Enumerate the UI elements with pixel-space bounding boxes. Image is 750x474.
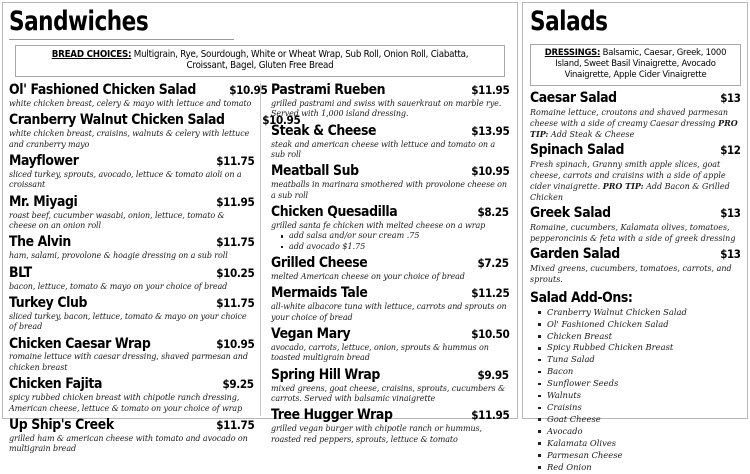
salad-item-head [530, 247, 741, 262]
salad-item-price: $13 [720, 90, 741, 105]
salad-item-price: $13 [720, 246, 741, 261]
salad-protip-text: Add Bacon & Grilled Chicken [530, 181, 730, 202]
salad-item-name: Greek Salad [530, 204, 611, 221]
menu-item-head [271, 83, 509, 98]
salad-addon-item: Avocado [538, 426, 741, 438]
sandwiches-right-column [260, 81, 511, 444]
menu-item-head [271, 368, 509, 383]
salad-item-head [530, 143, 741, 158]
menu-item [271, 408, 509, 445]
menu-item-name: Cranberry Walnut Chicken Salad [9, 112, 225, 129]
menu-item-head [271, 164, 509, 179]
salad-addon-item: Cranberry Walnut Chicken Salad [538, 307, 741, 319]
menu-item-options [281, 231, 509, 252]
menu-item-price: $7.25 [477, 256, 509, 271]
sandwiches-title: Sandwiches [9, 6, 149, 37]
salad-addons-list [538, 307, 741, 474]
menu-item-price: $10.50 [470, 327, 509, 342]
salad-item-description [530, 263, 741, 285]
salad-item-name: Caesar Salad [530, 89, 617, 106]
menu-item-price: $11.75 [215, 417, 254, 432]
menu-item-name: Turkey Club [9, 294, 88, 311]
menu-item [271, 368, 509, 405]
menu-item-head [9, 266, 254, 281]
dressings-label: DRESSINGS: [544, 48, 601, 58]
menu-item-description: white chicken breast, celery & mayo with lettuce and tomato [9, 98, 252, 108]
menu-item-price: $11.25 [470, 286, 509, 301]
menu-item [9, 195, 254, 232]
salad-item-head [530, 91, 741, 106]
menu-item-option: add salsa and/or sour cream .75 [281, 231, 509, 241]
salad-item-description-text: Fresh spinach, Granny smith apple slices, goat cheese, carrots and craisins with a side of apple cider vinaigrette. [530, 159, 726, 191]
salad-item [530, 206, 741, 244]
dressings-values: Balsamic, Caesar, Greek, 1000 Island, Sweet Basil Vinaigrette, Avocado Vinaigrette, Apple Cider Vinaigrette [555, 48, 727, 80]
menu-item-head [9, 337, 254, 352]
menu-item [271, 124, 509, 161]
menu-item-description: all-white albacore tuna with lettuce, carrots and sprouts on your choice of bread [271, 302, 507, 322]
menu-item-head [9, 154, 254, 169]
salad-item-name: Spinach Salad [530, 141, 625, 158]
menu-item-description: grilled santa fe chicken with melted cheese on a wrap [271, 220, 486, 230]
menu-item [9, 112, 301, 150]
salad-item-description [530, 222, 741, 244]
menu-item-head [271, 286, 509, 301]
menu-item-name: Tree Hugger Wrap [271, 407, 393, 424]
menu-item-description: sliced turkey, sprouts, avocado, lettuce & tomato aioli on a croissant [9, 169, 242, 190]
menu-item-name: Steak & Cheese [271, 122, 377, 139]
salad-item-description-text: Romaine lettuce, croutons and shaved parmesan cheese with a side of creamy Caesar dressing [530, 107, 729, 128]
menu-item [271, 83, 509, 120]
menu-item-head [9, 195, 254, 210]
salad-protip-label: PRO TIP: [602, 180, 644, 191]
menu-item [271, 205, 509, 252]
salad-addon-item: Goat Cheese [538, 414, 741, 426]
salad-item-description-text: Romaine, cucumbers, Kalamata olives, tomatoes, pepperoncinis & feta with a side of greek dressing [530, 222, 736, 243]
salad-protip-text: Add Steak & Cheese [548, 129, 635, 139]
menu-item-price: $11.95 [215, 194, 254, 209]
salad-addon-item: Bacon [538, 366, 741, 378]
menu-item-description: grilled vegan burger with chipotle ranch or hummus, roasted red peppers, sprouts, lettuce & tomato [271, 424, 482, 444]
menu-item-description: romaine lettuce with caesar dressing, shaved parmesan and chicken breast [9, 352, 248, 372]
menu-item [271, 286, 509, 323]
salad-addon-item: Ol' Fashioned Chicken Salad [538, 319, 741, 331]
menu-item [9, 266, 254, 292]
menu-item-price: $10.95 [215, 336, 254, 351]
menu-item-name: Pastrami Rueben [271, 81, 386, 98]
menu-item-head [271, 124, 509, 139]
menu-item-description: bacon, lettuce, tomato & mayo on your choice of bread [9, 281, 228, 291]
menu-item-head [9, 81, 268, 98]
menu-item-price: $9.25 [222, 377, 254, 392]
sandwiches-title-rule [9, 39, 234, 40]
salad-item [530, 91, 741, 140]
menu-item [9, 337, 254, 374]
menu-item-price: $10.95 [470, 164, 509, 179]
menu-item-name: Meatball Sub [271, 163, 359, 180]
menu-item [9, 418, 254, 455]
menu-item-name: Up Ship's Creek [9, 416, 114, 433]
salad-addon-item: Craisins [538, 402, 741, 414]
salad-addon-item: Sunflower Seeds [538, 378, 741, 390]
menu-item-price: $11.75 [215, 153, 254, 168]
bread-choices-box [15, 45, 505, 77]
sandwiches-panel [2, 2, 518, 454]
menu-item-price: $9.95 [477, 367, 509, 382]
menu-item [271, 327, 509, 364]
menu-item-description: white chicken breast, craisins, walnuts & celery with lettuce and cranberry mayo [9, 129, 250, 149]
salad-addon-item: Red Onion [538, 462, 741, 474]
dressings-text [544, 48, 727, 81]
menu-item-price: $13.95 [470, 123, 509, 138]
sandwiches-columns [9, 81, 511, 454]
bread-choices-label: BREAD CHOICES: [51, 49, 132, 60]
menu-item [9, 154, 254, 191]
menu-item-name: Mermaids Tale [271, 285, 368, 302]
menu-item-description: spicy rubbed chicken breast with chipotle ranch dressing, American cheese, lettuce & tomato on your choice of wrap [9, 393, 243, 413]
menu-item-name: The Alvin [9, 234, 71, 251]
menu-item-name: Chicken Caesar Wrap [9, 335, 151, 352]
menu-item-head [271, 205, 509, 220]
menu-item [271, 164, 509, 201]
salad-item-price: $13 [720, 205, 741, 220]
salad-item-price: $12 [720, 142, 741, 157]
menu-item-price: $11.75 [215, 295, 254, 310]
salad-item [530, 247, 741, 285]
menu-item-description: ham, salami, provolone & hoagie dressing on a sub roll [9, 251, 228, 261]
menu-item-head [271, 327, 509, 342]
salad-item-description-text: Mixed greens, cucumbers, tomatoes, carrots, and sprouts. [530, 263, 732, 284]
salad-item-description [530, 159, 741, 203]
menu-item-head [9, 296, 254, 311]
menu-item-price: $10.95 [262, 113, 301, 128]
menu-item-price: $11.95 [470, 82, 509, 97]
menu-item-name: Vegan Mary [271, 326, 351, 343]
salad-item-description [530, 107, 741, 140]
menu-item-head [9, 418, 254, 433]
salad-addon-item: Parmesan Cheese [538, 450, 741, 462]
salad-addon-item: Chicken Breast [538, 331, 741, 343]
salad-addon-item: Spicy Rubbed Chicken Breast [538, 342, 741, 354]
menu-item-name: Ol' Fashioned Chicken Salad [9, 81, 196, 98]
salad-addon-item: Walnuts [538, 390, 741, 402]
bread-choices-values: Multigrain, Rye, Sourdough, White or Wheat Wrap, Sub Roll, Onion Roll, Ciabatta, Croissant, Bagel, Gluten Free Bread [131, 49, 469, 72]
menu-item-head [9, 235, 254, 250]
salad-addons-title: Salad Add-Ons: [530, 289, 633, 306]
dressings-box [530, 44, 741, 86]
salad-item-name: Garden Salad [530, 245, 620, 262]
menu-item-price: $8.25 [477, 205, 509, 219]
salads-panel [522, 2, 748, 472]
menu-item-name: Grilled Cheese [271, 255, 368, 272]
bread-choices-text [39, 49, 482, 72]
salad-item-head [530, 206, 741, 221]
menu-item-price: $10.25 [215, 265, 254, 280]
menu-item [271, 256, 509, 282]
menu-item-price: $10.95 [229, 82, 268, 97]
salads-title: Salads [530, 6, 608, 37]
menu-item [9, 235, 254, 261]
menu-item-head [271, 408, 509, 423]
menu-item [9, 81, 268, 109]
menu-item-head [9, 377, 254, 392]
menu-item-description: grilled ham & american cheese with tomato and avocado on multigrain bread [9, 433, 248, 454]
menu-item-name: Chicken Fajita [9, 376, 103, 393]
menu-item-description: avocado, carrots, lettuce, onion, sprouts & hummus on toasted multigrain bread [271, 342, 489, 363]
menu-item-head [9, 112, 301, 129]
menu-item-head [271, 256, 509, 271]
salad-item [530, 143, 741, 203]
menu-item [9, 377, 254, 414]
menu-item-name: Mr. Miyagi [9, 193, 78, 210]
salad-addon-item: Tuna Salad [538, 354, 741, 366]
menu-item-description: roast beef, cucumber wasabi, onion, lettuce, tomato & cheese on an onion roll [9, 210, 225, 230]
menu-item-name: Spring Hill Wrap [271, 366, 380, 383]
menu-item-description: grilled pastrami and swiss with sauerkraut on marble rye. Served with 1,000 island dressing. [271, 98, 502, 119]
menu-item-description: steak and american cheese with lettuce and tomato on a sub roll [271, 139, 496, 159]
menu-item-price: $11.75 [215, 235, 254, 250]
menu-item-description: meatballs in marinara smothered with provolone cheese on a sub roll [271, 180, 507, 200]
menu-item-option: add avocado $1.75 [281, 242, 509, 252]
menu-item [9, 296, 254, 333]
menu-item-name: Chicken Quesadilla [271, 204, 398, 220]
sandwiches-left-column [9, 81, 301, 454]
menu-item-description: sliced turkey, bacon, lettuce, tomato & mayo on your choice of bread [9, 311, 247, 332]
salads-list [530, 91, 741, 288]
salad-addon-item: Kalamata Olives [538, 438, 741, 450]
menu-item-description: melted American cheese on your choice of bread [271, 271, 465, 281]
menu-item-name: BLT [9, 264, 32, 281]
menu-item-name: Mayflower [9, 152, 79, 169]
salad-protip-label: PRO TIP: [530, 117, 738, 139]
menu-item-description: mixed greens, goat cheese, craisins, sprouts, cucumbers & carrots. Served with balsamic vinaigrette [271, 383, 505, 404]
menu-item-price: $11.95 [470, 408, 509, 423]
